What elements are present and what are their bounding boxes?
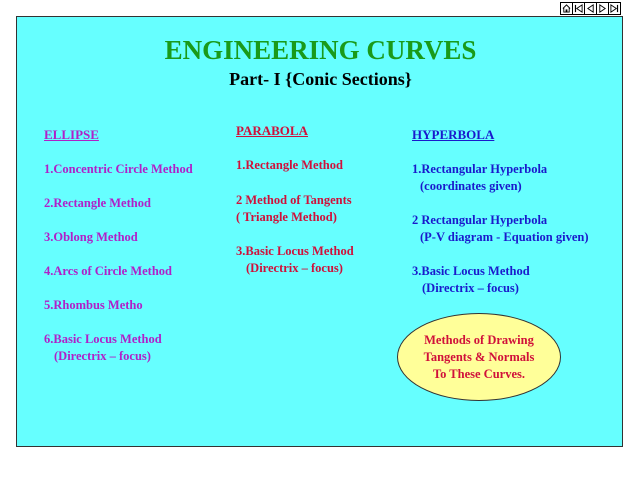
oval-text: Methods of Drawing Tangents & Normals To These Curves. bbox=[423, 332, 535, 381]
parabola-heading[interactable]: PARABOLA bbox=[236, 123, 308, 138]
hyperbola-item[interactable]: 3.Basic Locus Method bbox=[412, 264, 530, 278]
next-icon bbox=[598, 4, 607, 13]
ellipse-item[interactable]: 6.Basic Locus Method bbox=[44, 332, 162, 346]
slide-subtitle: Part- I {Conic Sections} bbox=[229, 69, 412, 89]
home-icon bbox=[562, 4, 571, 13]
last-button[interactable] bbox=[608, 2, 621, 15]
hyperbola-heading[interactable]: HYPERBOLA bbox=[412, 127, 495, 142]
last-icon bbox=[610, 4, 619, 13]
ellipse-item[interactable]: 3.Oblong Method bbox=[44, 230, 138, 244]
ellipse-item[interactable]: 4.Arcs of Circle Method bbox=[44, 264, 172, 278]
ellipse-item-note: (Directrix – focus) bbox=[54, 349, 151, 363]
slide bbox=[16, 16, 623, 447]
slide-title: ENGINEERING CURVES bbox=[164, 35, 477, 65]
parabola-item[interactable]: 2 Method of Tangents bbox=[236, 193, 352, 207]
ellipse-heading[interactable]: ELLIPSE bbox=[44, 127, 99, 142]
hyperbola-item-note: (Directrix – focus) bbox=[422, 281, 519, 295]
hyperbola-item[interactable]: 1.Rectangular Hyperbola bbox=[412, 162, 548, 176]
parabola-item[interactable]: 1.Rectangle Method bbox=[236, 158, 343, 172]
previous-icon bbox=[586, 4, 595, 13]
tangents-normals-oval[interactable] bbox=[397, 313, 561, 401]
navigation-bar bbox=[561, 2, 621, 16]
hyperbola-item-note: (P-V diagram - Equation given) bbox=[420, 230, 589, 244]
ellipse-item[interactable]: 1.Concentric Circle Method bbox=[44, 162, 193, 176]
hyperbola-item[interactable]: 2 Rectangular Hyperbola bbox=[412, 213, 548, 227]
parabola-item-note: (Directrix – focus) bbox=[246, 261, 343, 275]
hyperbola-item-note: (coordinates given) bbox=[420, 179, 522, 193]
parabola-item[interactable]: 3.Basic Locus Method bbox=[236, 244, 354, 258]
ellipse-item[interactable]: 5.Rhombus Metho bbox=[44, 298, 143, 312]
parabola-item-note: ( Triangle Method) bbox=[236, 210, 337, 224]
first-icon bbox=[574, 4, 583, 13]
ellipse-item[interactable]: 2.Rectangle Method bbox=[44, 196, 151, 210]
